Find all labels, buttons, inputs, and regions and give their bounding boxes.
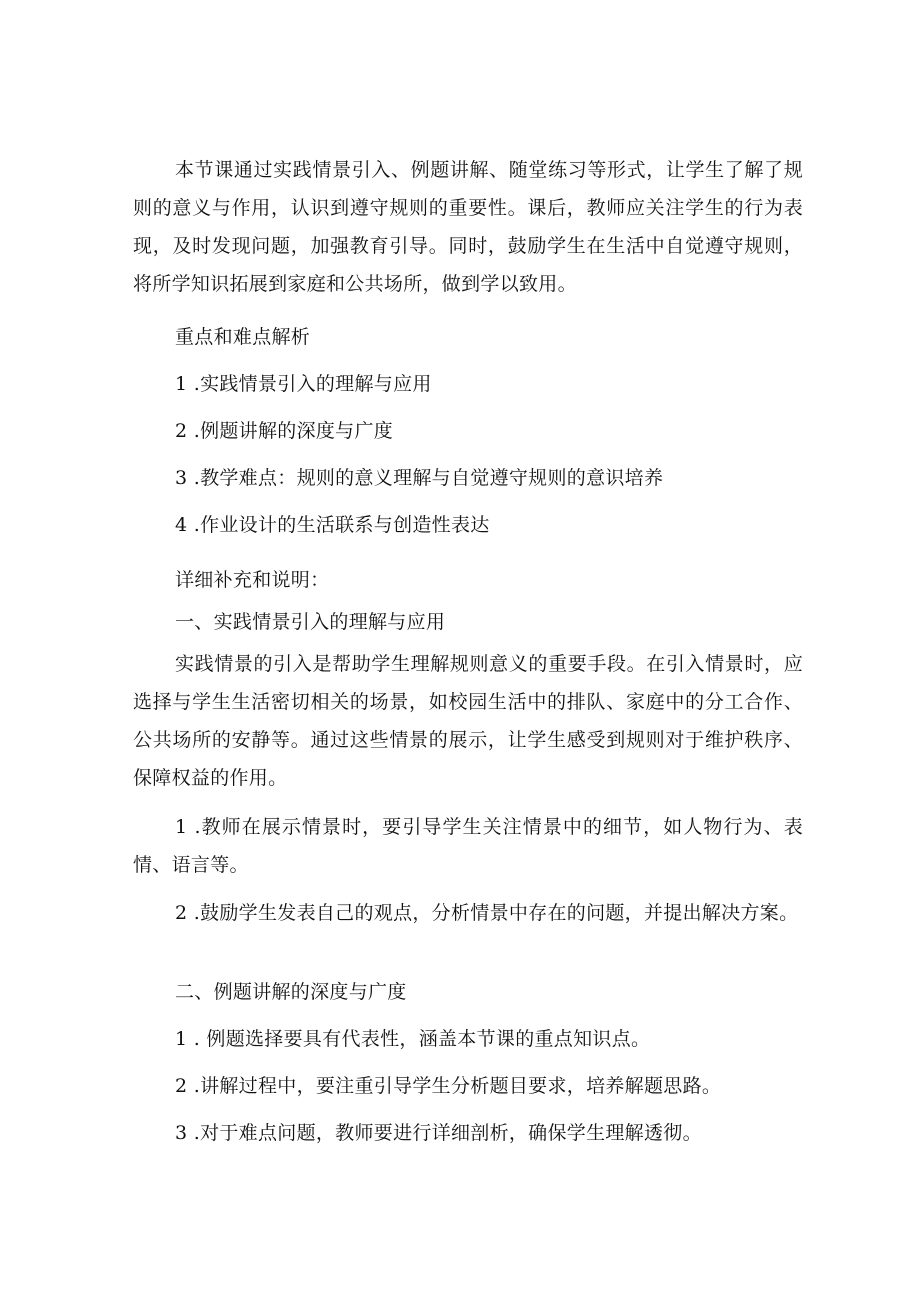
key-point-item: 3 .教学难点：规则的意义理解与自觉遵守规则的意识培养	[175, 467, 664, 489]
section1-title: 一、实践情景引入的理解与应用	[175, 611, 446, 633]
section1-body: 实践情景的引入是帮助学生理解规则意义的重要手段。在引入情景时，应选择与学生生活密切相关的场景，如校园生活中的排队、家庭中的分工合作、公共场所的安静等。通过这些情景的展示，让学生感受到规则对于维护秩序、保障权益的作用。	[133, 653, 803, 789]
section2-item: 3 .对于难点问题，教师要进行详细剖析，确保学生理解透彻。	[175, 1122, 702, 1144]
intro-paragraph: 本节课通过实践情景引入、例题讲解、随堂练习等形式，让学生了解了规则的意义与作用，认识到遵守规则的重要性。课后，教师应关注学生的行为表现，及时发现问题，加强教育引导。同时，鼓励学生在生活中自觉遵守规则，将所学知识拓展到家庭和公共场所，做到学以致用。	[133, 159, 803, 295]
section2-item: 2 .讲解过程中，要注重引导学生分析题目要求，培养解题思路。	[175, 1075, 722, 1097]
key-point-item: 4 .作业设计的生活联系与创造性表达	[175, 514, 490, 536]
section2-title: 二、例题讲解的深度与广度	[175, 981, 407, 1003]
key-point-item: 1 .实践情景引入的理解与应用	[175, 373, 432, 395]
key-point-item: 2 .例题讲解的深度与广度	[175, 420, 394, 442]
key-points-heading: 重点和难点解析	[175, 326, 311, 348]
section1-item: 2 .鼓励学生发表自己的观点，分析情景中存在的问题，并提出解决方案。	[175, 902, 799, 924]
details-heading: 详细补充和说明：	[175, 569, 330, 591]
section1-item: 1 .教师在展示情景时，要引导学生关注情景中的细节，如人物行为、表情、语言等。	[133, 816, 803, 876]
section2-item: 1 . 例题选择要具有代表性，涵盖本节课的重点知识点。	[175, 1028, 651, 1050]
